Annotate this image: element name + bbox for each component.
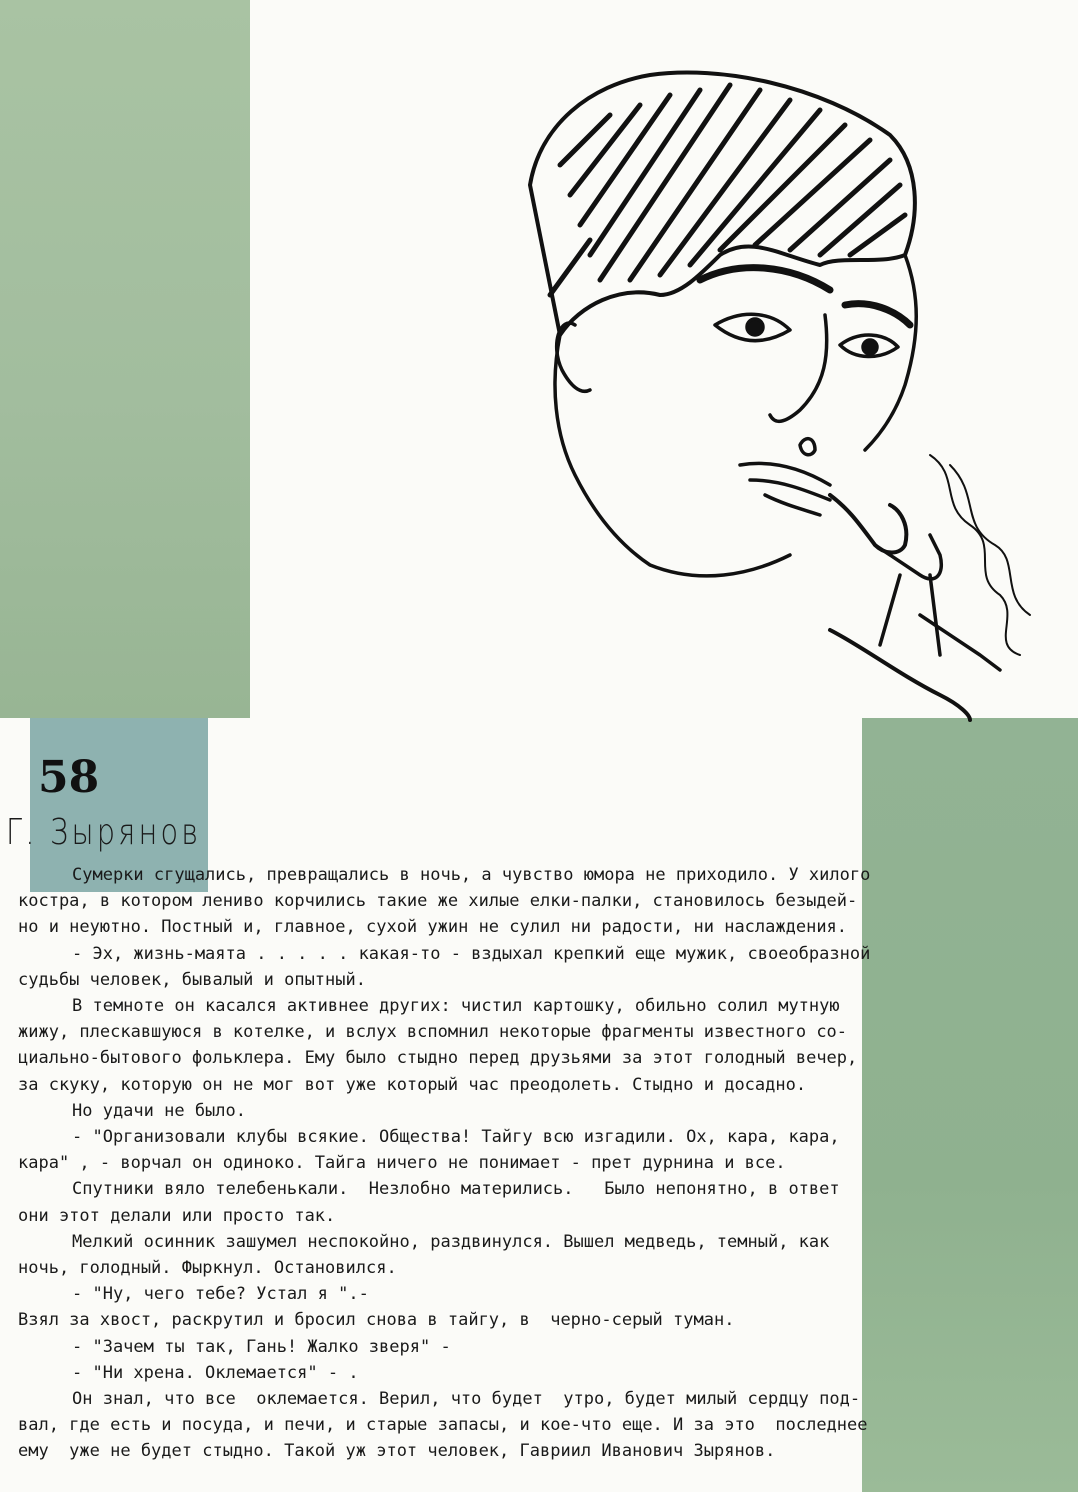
story-text [18,862,1048,1465]
story-line: жижу, плескавшуюся в котелке, и вслух вспомнил некоторые фрагменты известного со- [18,1022,848,1043]
story-line: ему уже не будет стыдно. Такой уж этот человек, Гавриил Иванович Зырянов. [18,1441,776,1462]
story-line: судьбы человек, бывалый и опытный. [18,969,366,990]
story-line: циально-бытового фольклера. Ему было стыдно перед друзьями за этот голодный вечер, [18,1048,858,1069]
author-name: Г. Зырянов [6,812,202,853]
story-line: вал, где есть и посуда, и печи, и старые запасы, и кое-что еще. И за это последнее [18,1415,868,1436]
story-line: Взял за хвост, раскрутил и бросил снова в тайгу, в черно-серый туман. [18,1310,735,1331]
story-line: ночь, голодный. Фыркнул. Остановился. [18,1258,397,1279]
green-band-top-left [0,0,250,718]
story-line: они этот делали или просто так. [18,1205,336,1226]
story-line: но и неуютно. Постный и, главное, сухой ужин не сулил ни радости, ни наслаждения. [18,917,848,938]
story-line: костра, в котором лениво корчились такие же хилые елки-палки, становилось безыдей- [18,891,858,912]
page-number: 58 [38,752,100,803]
story-line: - "Ни хрена. Оклемается" - . [72,1362,359,1383]
story-line: Мелкий осинник зашумел неспокойно, раздвинулся. Вышел медведь, темный, как [72,1231,830,1252]
story-line: Он знал, что все оклемается. Верил, что будет утро, будет милый сердцу под- [72,1389,861,1410]
story-line: - "Зачем ты так, Гань! Жалко зверя" - [72,1336,451,1357]
portrait-illustration [500,55,1060,735]
story-line: кара" , - ворчал он одиноко. Тайга ничего не понимает - прет дурнина и все. [18,1153,786,1174]
story-line: - "Ну, чего тебе? Устал я ".- [72,1284,369,1305]
story-line: Спутники вяло телебенькали. Незлобно матерились. Было непонятно, в ответ [72,1179,840,1200]
story-line: В темноте он касался активнее других: чистил картошку, обильно солил мутную [72,996,840,1017]
story-line: Но удачи не было. [72,1100,246,1121]
story-line: Сумерки сгущались, превращались в ночь, а чувство юмора не приходило. У хилого [72,865,871,885]
story-line: - "Организовали клубы всякие. Общества! Тайгу всю изгадили. Ох, кара, кара, [72,1127,840,1148]
story-line: - Эх, жизнь-маята . . . . . какая-то - вздыхал крепкий еще мужик, своеобразной [72,943,871,964]
story-line: за скуку, которую он не мог вот уже который час преодолеть. Стыдно и досадно. [18,1074,807,1095]
